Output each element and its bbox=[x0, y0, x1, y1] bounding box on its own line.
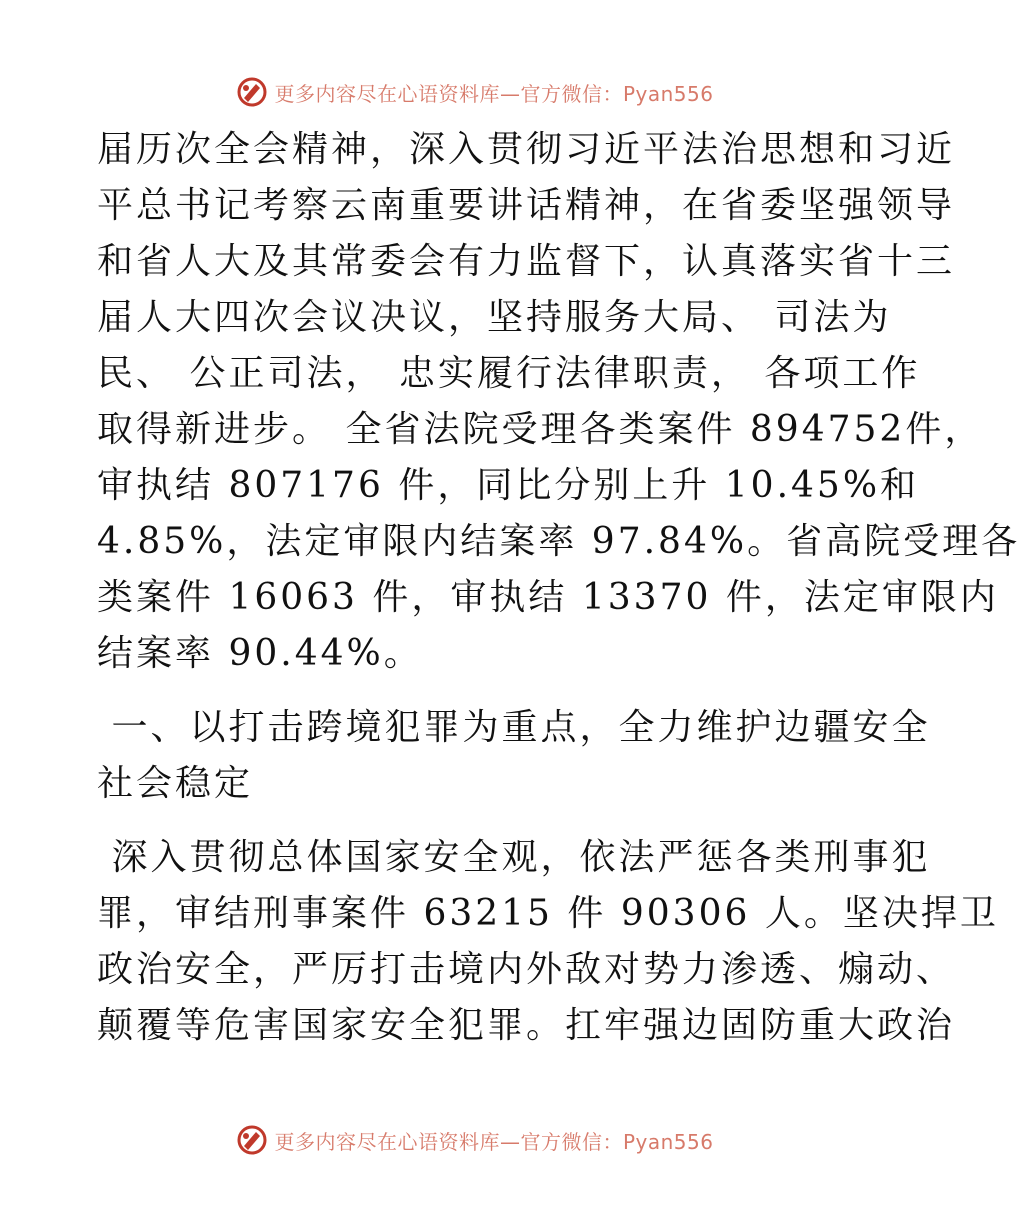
logo-icon bbox=[236, 1124, 268, 1156]
footer-watermark-banner bbox=[0, 1120, 950, 1160]
heading-line: 社会稳定 bbox=[97, 763, 254, 804]
text-line: 颠覆等危害国家安全犯罪。扛牢强边固防重大政治 bbox=[97, 1005, 956, 1046]
banner-text: 更多内容尽在心语资料库—官方微信：Pyan556 bbox=[274, 81, 714, 106]
section-heading bbox=[97, 700, 931, 812]
text-line: 结案率 90.44%。 bbox=[97, 633, 423, 674]
text-line: 平总书记考察云南重要讲话精神，在省委坚强领导 bbox=[97, 185, 956, 226]
text-line: 4.85%，法定审限内结案率 97.84%。省高院受理各 bbox=[97, 521, 1020, 562]
paragraph-summary bbox=[97, 122, 1020, 682]
text-line: 深入贯彻总体国家安全观，依法严惩各类刑事犯 bbox=[97, 837, 931, 878]
text-line: 罪，审结刑事案件 63215 件 90306 人。坚决捍卫 bbox=[97, 893, 999, 934]
logo-icon bbox=[236, 76, 268, 108]
text-line: 届历次全会精神，深入贯彻习近平法治思想和习近 bbox=[97, 129, 956, 170]
banner-text: 更多内容尽在心语资料库—官方微信：Pyan556 bbox=[274, 1129, 714, 1154]
text-line: 取得新进步。 全省法院受理各类案件 894752件， bbox=[97, 409, 984, 450]
text-line: 和省人大及其常委会有力监督下，认真落实省十三 bbox=[97, 241, 956, 282]
document-body bbox=[97, 122, 1020, 1054]
header-watermark-banner bbox=[0, 72, 950, 112]
text-line: 政治安全，严厉打击境内外敌对势力渗透、煽动、 bbox=[97, 949, 956, 990]
text-line: 届人大四次会议决议，坚持服务大局、 司法为 bbox=[97, 297, 892, 338]
paragraph-criminal-cases bbox=[97, 830, 999, 1054]
text-line: 审执结 807176 件，同比分别上升 10.45%和 bbox=[97, 465, 920, 506]
paragraph-gap bbox=[97, 682, 853, 700]
text-line: 民、 公正司法， 忠实履行法律职责， 各项工作 bbox=[97, 353, 921, 394]
text-line: 类案件 16063 件，审执结 13370 件，法定审限内 bbox=[97, 577, 999, 618]
paragraph-gap bbox=[97, 812, 853, 830]
heading-line: 一、以打击跨境犯罪为重点，全力维护边疆安全 bbox=[97, 707, 931, 748]
